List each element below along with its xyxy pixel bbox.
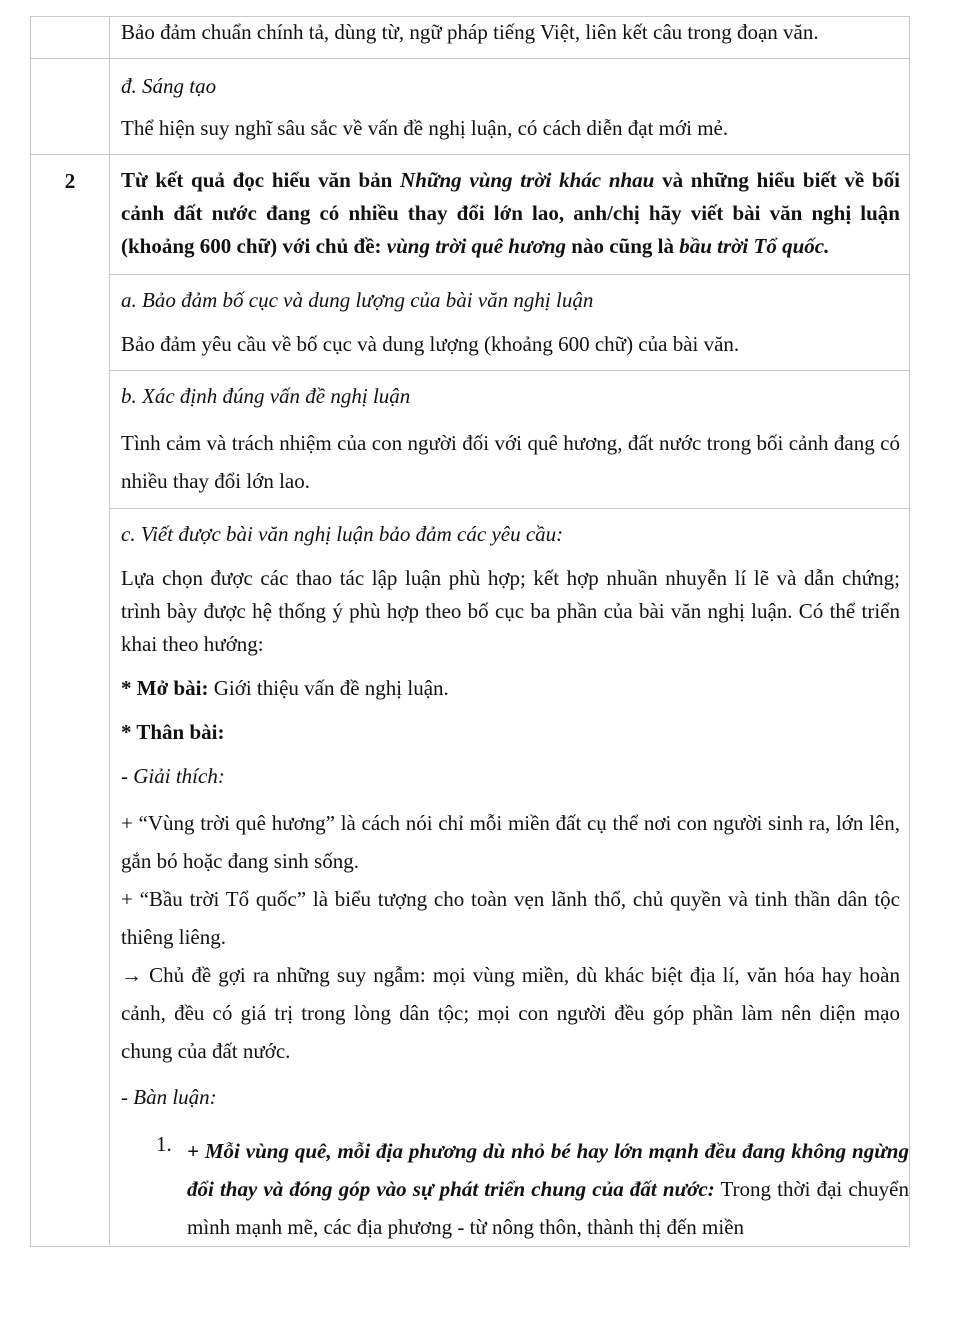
row-number — [31, 17, 109, 33]
list-item — [121, 1132, 909, 1246]
spelling-text: Bảo đảm chuẩn chính tả, dùng từ, ngữ pháp tiếng Việt, liên kết câu trong đoạn văn. — [121, 20, 819, 44]
section-a-cell — [110, 275, 910, 371]
table-row — [31, 59, 910, 155]
section-c-cell — [110, 509, 910, 1247]
creativity-text: Thể hiện suy nghĩ sâu sắc về vấn đề nghị luận, có cách diễn đạt mới mẻ. — [121, 116, 729, 140]
work-title: Những vùng trời khác nhau — [400, 168, 655, 192]
section-c-intro: Lựa chọn được các thao tác lập luận phù hợp; kết hợp nhuần nhuyễn lí lẽ và dẫn chứng; trình bày được hệ thống ý phù hợp theo bố cục ba phần của bài văn nghị luận. Có thể triển khai theo hướng: — [121, 566, 900, 656]
section-b-heading: b. Xác định đúng vấn đề nghị luận — [121, 384, 411, 408]
table-row — [31, 17, 910, 59]
row-number: 2 — [64, 169, 76, 193]
section-c-heading: c. Viết được bài văn nghị luận bảo đảm các yêu cầu: — [121, 522, 564, 546]
rubric-table — [30, 16, 910, 1247]
section-a-text: Bảo đảm yêu cầu về bố cục và dung lượng (khoảng 600 chữ) của bài văn. — [121, 332, 740, 356]
section-b-cell — [110, 371, 910, 509]
ban-luan-label: - Bàn luận: — [121, 1085, 217, 1109]
row-number-cell — [31, 155, 110, 1247]
section-a-heading: a. Bảo đảm bố cục và dung lượng của bài văn nghị luận — [121, 288, 594, 312]
creativity-cell — [110, 59, 910, 155]
table-row — [31, 275, 910, 371]
section-b-text: Tình cảm và trách nhiệm của con người đối với quê hương, đất nước trong bối cảnh đang có nhiều thay đổi lớn lao. — [121, 431, 900, 493]
explain-conclusion: → Chủ đề gợi ra những suy ngẫm: mọi vùng miền, dù khác biệt địa lí, văn hóa hay hoàn cảnh, đều có giá trị trong lòng dân tộc; mọi con người đều góp phần làm nên diện mạo chung của đất nước. — [121, 963, 900, 1063]
creativity-heading: đ. Sáng tạo — [121, 74, 217, 98]
than-bai-label: * Thân bài: — [121, 720, 225, 744]
explain-point-1: + “Vùng trời quê hương” là cách nói chỉ mỗi miền đất cụ thể nơi con người sinh ra, lớn lên, gắn bó hoặc đang sinh sống. — [121, 811, 900, 873]
list-marker: 1. — [156, 1132, 172, 1156]
table-row — [31, 371, 910, 509]
list-item-text: + Mỗi vùng quê, mỗi địa phương dù nhỏ bé hay lớn mạnh đều đang không ngừng đổi thay và đóng góp vào sự phát triển chung của đất nước: Trong thời đại chuyển mình mạnh mẽ, các địa phương - từ nông thôn, thành thị đến miền — [187, 1139, 909, 1239]
spelling-cell — [110, 17, 910, 59]
prompt-cell — [110, 155, 910, 275]
row-number-cell — [31, 17, 110, 59]
row-number-cell — [31, 59, 110, 155]
document-page — [30, 16, 910, 1247]
mo-bai: * Mở bài: Giới thiệu vấn đề nghị luận. — [121, 676, 449, 700]
table-row — [31, 155, 910, 275]
explain-point-2: + “Bầu trời Tổ quốc” là biểu tượng cho toàn vẹn lãnh thổ, chủ quyền và tinh thần dân tộc thiêng liêng. — [121, 887, 900, 949]
giai-thich-label: - Giải thích: — [121, 764, 225, 788]
essay-prompt: Từ kết quả đọc hiểu văn bản Những vùng trời khác nhau và những hiểu biết về bối cảnh đất nước đang có nhiều thay đổi lớn lao, anh/chị hãy viết bài văn nghị luận (khoảng 600 chữ) với chủ đề: vùng trời quê hương nào cũng là bầu trời Tổ quốc. — [121, 168, 900, 258]
table-row — [31, 509, 910, 1247]
